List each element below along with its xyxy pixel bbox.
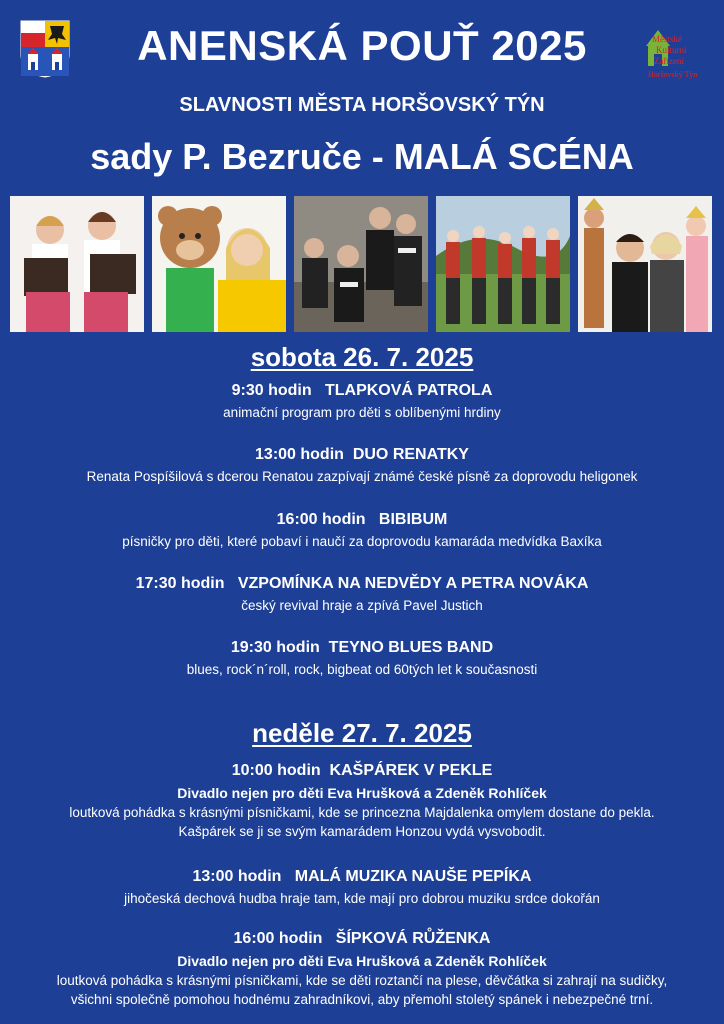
event-performer: Divadlo nejen pro děti Eva Hrušková a Zdeněk Rohlíček	[177, 953, 547, 969]
event-description: loutková pohádka s krásnými písničkami, kde se princezna Majdalenka omylem dostane do pekla.	[69, 805, 655, 820]
poster-title: ANENSKÁ POUŤ 2025	[137, 22, 587, 69]
cultural-center-logo	[636, 24, 712, 80]
event-description: Kašpárek se ji se svým kamarádem Honzou vydá vysvobodit.	[178, 824, 546, 839]
teddy-bear-singer-photo	[152, 196, 286, 332]
event-title: 16:00 hodin ŠÍPKOVÁ RŮŽENKA	[233, 930, 491, 947]
event-title: 17:30 hodin VZPOMÍNKA NA NEDVĚDY A PETRA NOVÁKA	[135, 575, 589, 592]
event-description: loutková pohádka s krásnými písničkami, kde se děti roztančí na plese, děvčátka si zahrají na sudičky,	[56, 973, 668, 988]
svg-text:Městské: Městské	[652, 34, 682, 44]
band-photo	[294, 196, 428, 332]
event-title: 16:00 hodin BIBIBUM	[276, 511, 448, 528]
event-description: animační program pro děti s oblíbenými hrdiny	[223, 405, 501, 420]
event-description: písničky pro děti, které pobaví i naučí za doprovodu kamaráda medvídka Baxíka	[122, 534, 602, 549]
event-title: 13:00 hodin DUO RENATKY	[255, 446, 469, 463]
svg-text:Horšovský Týn: Horšovský Týn	[648, 70, 698, 79]
venue-title: sady P. Bezruče - MALÁ SCÉNA	[90, 136, 634, 177]
accordion-duo-photo	[10, 196, 144, 332]
event-title: 19:30 hodin TEYNO BLUES BAND	[230, 639, 494, 656]
event-description: Renata Pospíšilová s dcerou Renatou zazpívají známé české písně za doprovodu heligonek	[86, 469, 638, 484]
svg-text:Kulturní: Kulturní	[656, 45, 687, 55]
event-title: 13:00 hodin MALÁ MUZIKA NAUŠE PEPÍKA	[192, 868, 532, 885]
event-description: jihočeská dechová hudba hraje tam, kde mají pro dobrou muziku srdce dokořán	[124, 891, 600, 906]
saturday-heading: sobota 26. 7. 2025	[250, 342, 474, 372]
poster-header	[0, 0, 724, 190]
event-description: blues, rock´n´roll, rock, bigbeat od 60tých let k současnosti	[186, 662, 538, 677]
event-title: 9:30 hodin TLAPKOVÁ PATROLA	[231, 382, 493, 399]
svg-text:Zařízení: Zařízení	[654, 56, 684, 66]
puppets-photo	[578, 196, 712, 332]
photo-strip	[10, 196, 716, 332]
event-title: 10:00 hodin KAŠPÁREK V PEKLE	[231, 762, 493, 779]
poster-subtitle: SLAVNOSTI MĚSTA HORŠOVSKÝ TÝN	[179, 94, 545, 116]
event-performer: Divadlo nejen pro děti Eva Hrušková a Zdeněk Rohlíček	[177, 785, 547, 801]
event-description: všichni společně pomohou hodnému zahradníkovi, aby přemohl stoletý spánek i nebezpečné trní.	[70, 992, 654, 1007]
sunday-heading: neděle 27. 7. 2025	[252, 718, 472, 748]
brass-band-photo	[436, 196, 570, 332]
event-description: český revival hraje a zpívá Pavel Justich	[241, 598, 483, 613]
